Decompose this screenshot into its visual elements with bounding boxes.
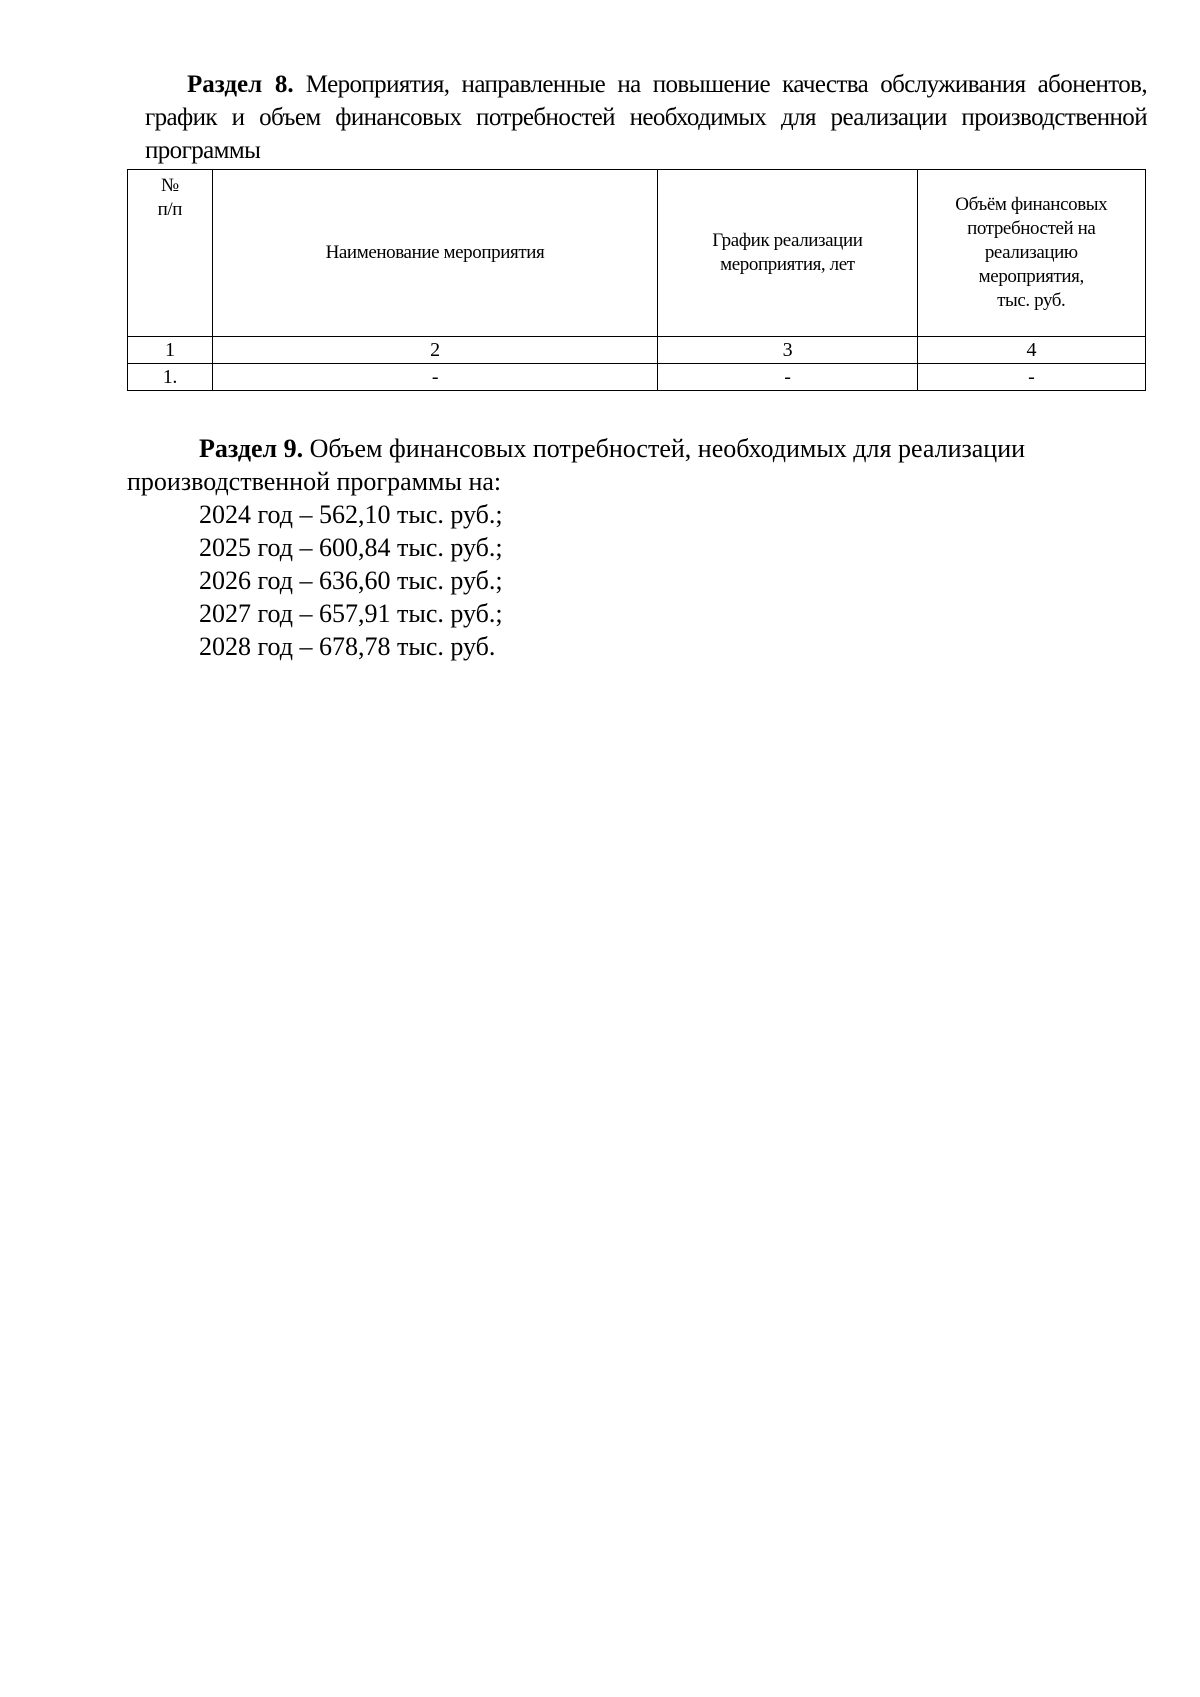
section-9 <box>127 432 1127 663</box>
index-cell: 1 <box>128 337 213 364</box>
table-cell: - <box>658 364 917 391</box>
year-line: 2026 год – 636,60 тыс. руб.; <box>199 566 503 595</box>
table-cell: - <box>212 364 658 391</box>
section-8-paragraph <box>145 68 1147 167</box>
table-header-row <box>128 170 1146 337</box>
table-cell: 1. <box>128 364 213 391</box>
index-cell: 2 <box>212 337 658 364</box>
year-line: 2024 год – 562,10 тыс. руб.; <box>199 500 503 529</box>
header-measure-name: Наименование мероприятия <box>212 170 658 337</box>
table-cell: - <box>917 364 1145 391</box>
index-cell: 4 <box>917 337 1145 364</box>
header-number: № п/п <box>128 170 213 337</box>
year-line: 2028 год – 678,78 тыс. руб. <box>199 632 496 661</box>
header-schedule: График реализации мероприятия, лет <box>658 170 917 337</box>
section-8-label: Раздел 8. <box>187 71 294 98</box>
measures-table <box>127 169 1146 391</box>
index-cell: 3 <box>658 337 917 364</box>
year-line: 2025 год – 600,84 тыс. руб.; <box>199 533 503 562</box>
section-9-label: Раздел 9. <box>199 434 304 463</box>
section-9-text: Объем финансовых потребностей, необходимых для реализации производственной программы на: <box>127 434 1026 496</box>
section-9-paragraph <box>127 432 1127 498</box>
table-row <box>128 364 1146 391</box>
table-index-row <box>128 337 1146 364</box>
year-line: 2027 год – 657,91 тыс. руб.; <box>199 599 503 628</box>
section-8-text: Мероприятия, направленные на повышение качества обслуживания абонентов, график и объем финансовых потребностей необходимых для реализации производственной программы <box>145 71 1147 164</box>
header-financial-volume: Объём финансовых потребностей на реализацию мероприятия, тыс. руб. <box>917 170 1145 337</box>
